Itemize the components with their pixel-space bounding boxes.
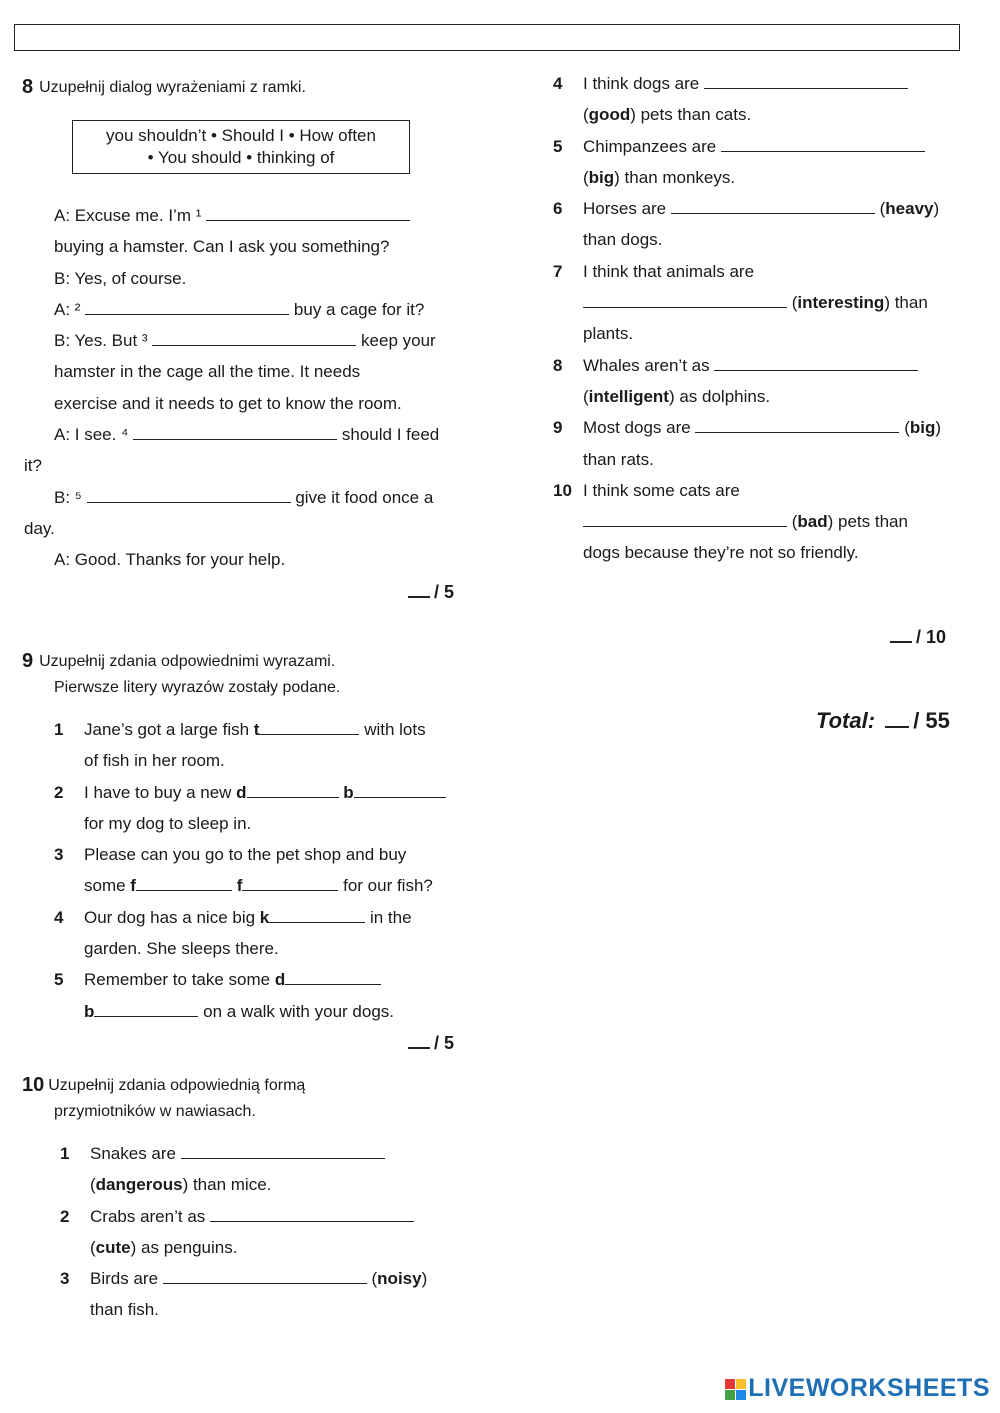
dialog-line: B: Yes. But ³ [54,331,148,351]
item-text: Remember to take some [84,970,275,990]
dialog-line: buy a cage for it? [293,299,425,319]
adjective: cute [95,1237,131,1257]
answer-blank[interactable] [354,783,446,798]
exercise-instruction: Uzupełnij zdania odpowiednimi wyrazami. [39,653,336,670]
item-number: 2 [60,1206,70,1226]
item-number: 3 [54,845,64,865]
dialog-line: should I feed [341,425,440,445]
adjective: big [588,167,615,187]
item-text: Please can you go to the pet shop and buy [84,845,407,865]
answer-blank[interactable] [583,293,787,308]
item-text: ( [90,1237,96,1257]
item-text: Our dog has a nice big [84,907,260,927]
answer-blank[interactable] [583,512,787,527]
adjective: good [588,105,631,125]
answer-blank[interactable] [163,1269,367,1284]
dialog-line: buying a hamster. Can I ask you something? [54,237,390,257]
answer-blank[interactable] [85,300,289,315]
dialog-line: day. [24,518,55,538]
dialog-line: give it food once a [295,487,434,507]
answer-blank[interactable] [721,137,925,152]
item-text: ) [933,199,940,219]
answer-blank[interactable] [181,1144,385,1159]
answer-blank[interactable] [94,1002,198,1017]
brand-text: LIVEWORKSHEETS [748,1374,990,1402]
dialog-line: A: Good. Thanks for your help. [54,550,286,570]
answer-blank[interactable] [259,720,359,735]
exercise-instruction: Uzupełnij dialog wyrażeniami z ramki. [39,79,306,96]
item-text: garden. She sleeps there. [84,939,279,959]
item-text: ( [879,199,886,219]
exercise-number: 10 [22,1074,45,1096]
answer-blank[interactable] [285,970,381,985]
item-number: 8 [553,355,563,375]
total-score [816,708,950,734]
first-letter: d [236,782,247,802]
liveworksheets-logo [725,1374,990,1403]
item-number: 7 [553,261,563,281]
word-box [72,120,410,174]
answer-blank[interactable] [247,783,339,798]
item-number: 6 [553,199,563,219]
item-text: Horses are [583,199,667,219]
item-text: Crabs aren’t as [90,1206,206,1226]
item-text: ) than monkeys. [614,167,736,187]
score-max: / 5 [434,1033,455,1053]
exercise-instruction: przymiotników w nawiasach. [54,1103,256,1120]
exercise-8-header [22,74,306,101]
answer-blank[interactable] [695,418,899,433]
item-text: on a walk with your dogs. [198,1001,394,1021]
answer-blank[interactable] [704,74,908,89]
dialog [24,200,474,576]
exercise-number: 9 [22,650,34,672]
first-letter: d [274,970,286,990]
item-text: ) [935,418,942,438]
item-text: ( [583,105,589,125]
answer-blank[interactable] [210,1207,414,1222]
item-text: ) as penguins. [130,1237,238,1257]
answer-blank[interactable] [242,876,338,891]
first-letter: f [236,876,243,896]
item-text: for our fish? [338,876,433,896]
item-text: ) than [884,293,928,313]
exercise-10-items-left [60,1138,480,1326]
total-max: / 55 [913,708,950,733]
item-number: 1 [60,1144,70,1163]
dialog-line: A: ² [54,299,81,319]
item-text: in the [365,907,412,927]
score-blank[interactable] [408,582,430,598]
dialog-line: A: I see. ⁴ [54,425,129,445]
dialog-line: B: Yes, of course. [54,268,187,288]
adjective: intelligent [588,386,669,406]
first-letter: k [259,907,270,927]
item-number: 5 [54,970,64,990]
item-text: Birds are [90,1269,159,1289]
item-text: Chimpanzees are [583,136,717,156]
item-text: ) pets than [827,512,908,532]
item-text: of fish in her room. [84,751,225,771]
adjective: bad [797,512,828,532]
item-text: Whales aren’t as [583,355,710,375]
item-number: 9 [553,418,563,438]
item-number: 4 [54,907,64,927]
item-text: ) as dolphins. [668,386,771,406]
item-text: ( [904,418,910,438]
item-text: I think that animals are [583,261,755,281]
logo-icon [725,1379,746,1400]
answer-blank[interactable] [206,206,410,221]
adjective: interesting [797,293,885,313]
score-max: / 10 [916,627,947,647]
word-box-line: • You should • thinking of [147,148,335,167]
item-number: 3 [60,1269,70,1289]
exercise-instruction: Uzupełnij zdania odpowiednią formą [48,1077,306,1094]
item-text: ( [583,167,589,187]
item-number: 5 [553,136,563,156]
item-number: 1 [54,720,64,739]
top-header-box [14,24,960,51]
item-text: ) than mice. [182,1175,272,1195]
dialog-line: keep your [361,331,436,351]
item-number: 4 [553,74,563,93]
answer-blank[interactable] [671,199,875,214]
item-text: ( [90,1175,96,1195]
exercise-10-header [22,1072,305,1125]
exercise-10-items-right [553,68,973,569]
adjective: noisy [377,1269,422,1289]
item-text: Most dogs are [583,418,691,438]
score-max: / 5 [434,582,455,602]
word-box-line: you shouldn’t • Should I • How often [106,126,376,145]
item-text: ) pets than cats. [630,105,752,125]
dialog-line: hamster in the cage all the time. It needs [54,362,361,382]
first-letter: b [343,782,354,802]
answer-blank[interactable] [714,356,918,371]
answer-blank[interactable] [136,876,232,891]
total-label: Total: [816,708,876,733]
item-text: dogs because they’re not so friendly. [583,543,859,563]
score-blank[interactable] [885,710,909,728]
item-number: 2 [54,782,64,802]
score-blank[interactable] [890,627,912,643]
answer-blank[interactable] [152,331,356,346]
item-text: than dogs. [583,230,663,250]
item-text: than rats. [583,449,654,469]
exercise-9-header [22,648,340,701]
dialog-line: A: Excuse me. I’m ¹ [54,206,202,225]
adjective: dangerous [95,1175,183,1195]
answer-blank[interactable] [87,488,291,503]
item-text: with lots [359,720,426,739]
item-text: for my dog to sleep in. [84,813,252,833]
item-text: Snakes are [90,1144,176,1163]
first-letter: f [130,876,136,896]
exercise-9-score [408,1033,454,1054]
exercise-number: 8 [22,76,34,98]
adjective: heavy [885,199,934,219]
item-text: ) [421,1269,428,1289]
item-text: ( [583,386,589,406]
item-text: I think some cats are [583,480,740,500]
exercise-10-score [890,627,946,648]
first-letter: t [253,720,260,739]
exercise-9-items [54,714,474,1027]
item-text: I have to buy a new [84,782,237,802]
item-text: ( [371,1269,378,1289]
item-text: some [84,876,131,896]
dialog-line: B: ⁵ [54,487,82,507]
dialog-line: it? [24,456,42,476]
exercise-8-score [408,582,454,603]
score-blank[interactable] [408,1033,430,1049]
item-text: ( [791,512,798,532]
dialog-line: exercise and it needs to get to know the room. [54,393,402,413]
item-text: I think dogs are [583,74,700,93]
item-text: Jane’s got a large fish [84,720,254,739]
adjective: big [909,418,936,438]
item-text: than fish. [90,1300,159,1320]
item-number: 10 [553,480,572,500]
first-letter: b [84,1001,95,1021]
exercise-instruction: Pierwsze litery wyrazów zostały podane. [54,679,341,696]
item-text: plants. [583,324,634,344]
answer-blank[interactable] [133,425,337,440]
answer-blank[interactable] [269,908,365,923]
item-text: ( [791,293,798,313]
